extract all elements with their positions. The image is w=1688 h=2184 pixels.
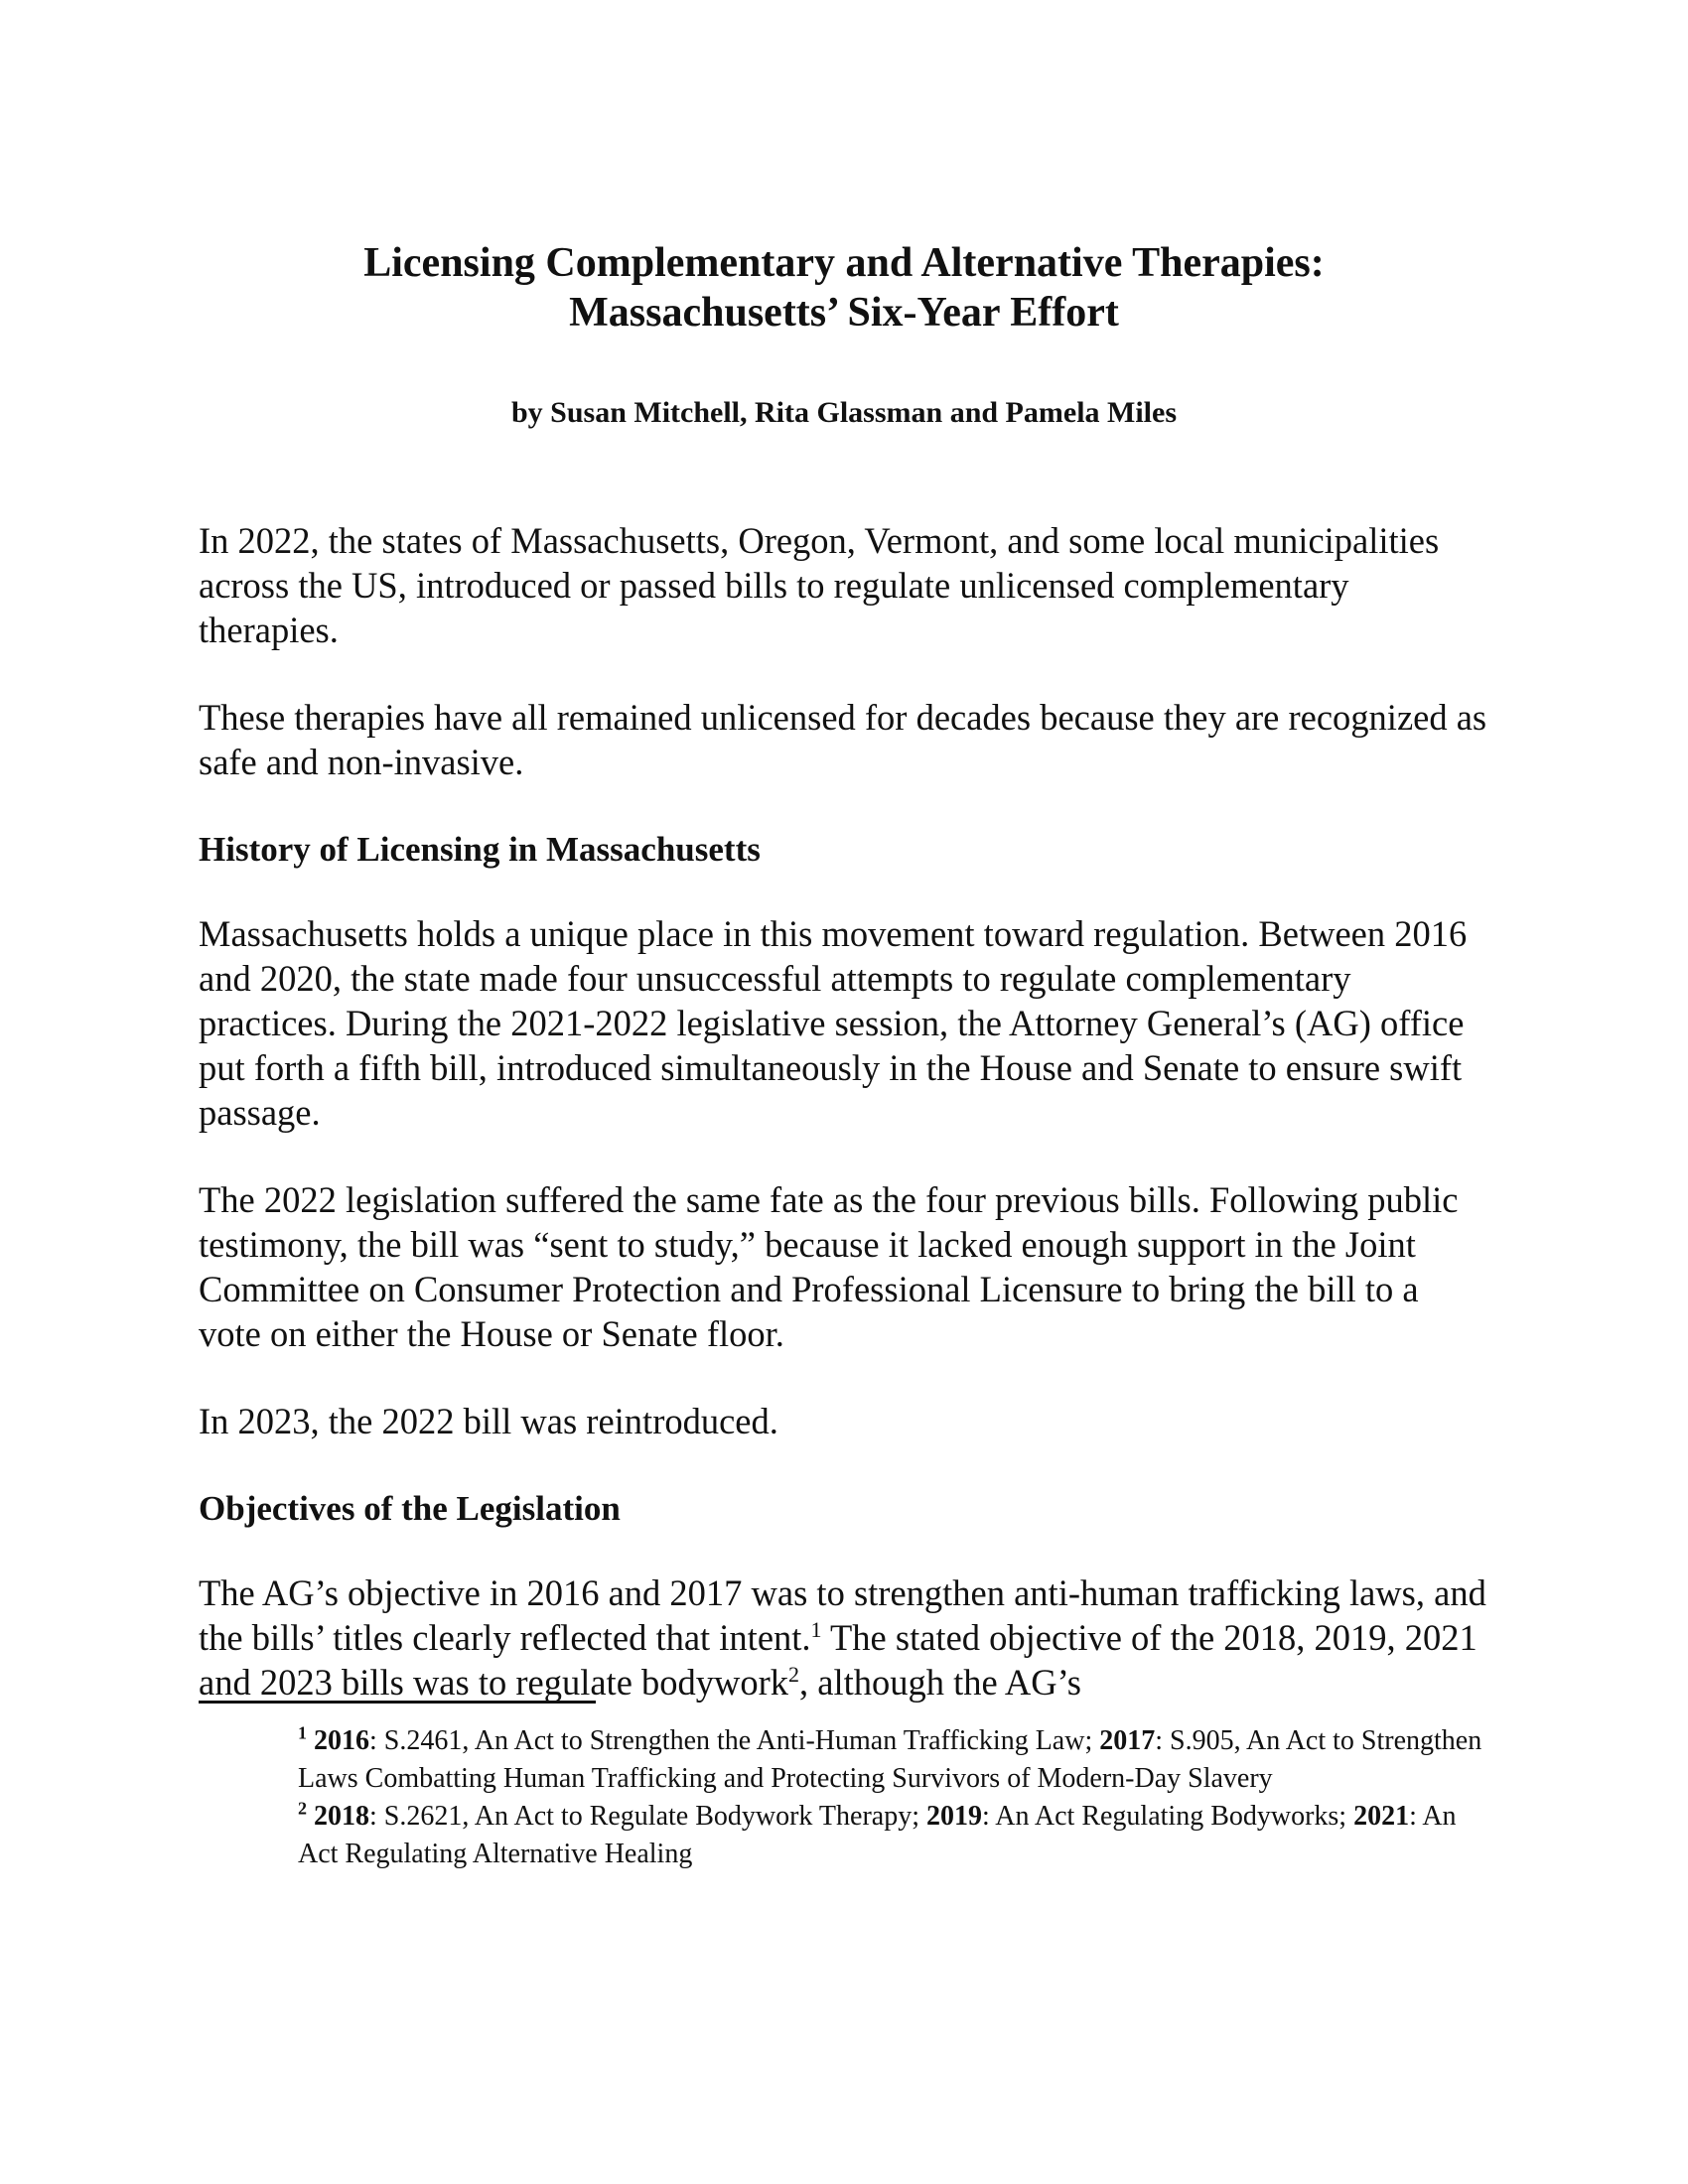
section-heading-objectives: Objectives of the Legislation xyxy=(199,1489,621,1528)
footnote-2-mark: 2 xyxy=(298,1798,307,1819)
footnote-divider xyxy=(199,1701,596,1704)
footnote-2 xyxy=(298,1798,1499,1873)
title-line-2: Massachusetts’ Six-Year Effort xyxy=(569,290,1119,336)
objectives-text-c: , although the AG’s xyxy=(799,1662,1081,1703)
footnote-1-text-2017: : S.905, An Act to Strengthen Laws Combatting Human Trafficking and Protecting Survivors of Modern-Day Slavery xyxy=(298,1725,1482,1794)
footnote-1-year-2016: 2016 xyxy=(314,1725,369,1756)
footnote-1-mark: 1 xyxy=(298,1722,307,1743)
paragraph-2022-legislation: The 2022 legislation suffered the same fate as the four previous bills. Following public testimony, the bill was “sent to study,” because it lacked enough support in the Joint Committee on Consumer Protection and Professional Licensure to bring the bill to a vote on either the House or Senate floor. xyxy=(199,1179,1459,1354)
footnote-ref-2: 2 xyxy=(788,1661,800,1687)
section-heading-history: History of Licensing in Massachusetts xyxy=(199,830,761,869)
footnote-2-year-2018: 2018 xyxy=(314,1801,369,1832)
title-line-1: Licensing Complementary and Alternative Therapies: xyxy=(363,240,1325,286)
footnote-2-text-2021: : An Act Regulating Alternative Healing xyxy=(298,1801,1457,1869)
paragraph-history: Massachusetts holds a unique place in this movement toward regulation. Between 2016 and 2020, the state made four unsuccessful attempts to regulate complementary practices. During the 2021-2022 legislative session, the Attorney General’s (AG) office put forth a fifth bill, introduced simultaneously in the House and Senate to ensure swift passage. xyxy=(199,913,1468,1133)
footnote-1-year-2017: 2017 xyxy=(1099,1725,1156,1756)
objectives-text-b: The stated objective of the 2018, 2019, 2021 and 2023 bills was to regulate bodywork xyxy=(199,1617,1477,1703)
footnote-2-year-2021: 2021 xyxy=(1353,1801,1410,1832)
footnote-2-year-2019: 2019 xyxy=(925,1801,982,1832)
footnote-2-text-2019: : An Act Regulating Bodyworks; xyxy=(981,1801,1354,1832)
objectives-text-a: The AG’s objective in 2016 and 2017 was to strengthen anti-human trafficking laws, and the bills’ titles clearly reflected that intent. xyxy=(199,1572,1486,1658)
document-title xyxy=(0,238,1688,338)
footnote-ref-1: 1 xyxy=(810,1616,822,1642)
paragraph-objectives xyxy=(199,1570,1489,1705)
paragraph-2023-reintroduced: In 2023, the 2022 bill was reintroduced. xyxy=(199,1401,778,1441)
footnotes xyxy=(298,1722,1499,1873)
article-body xyxy=(199,518,1489,1747)
footnote-2-text-2018: : S.2621, An Act to Regulate Bodywork Therapy; xyxy=(369,1801,926,1832)
footnote-1 xyxy=(298,1722,1499,1798)
footnote-1-text-2016: : S.2461, An Act to Strengthen the Anti-Human Trafficking Law; xyxy=(369,1725,1100,1756)
byline: by Susan Mitchell, Rita Glassman and Pamela Miles xyxy=(510,396,1178,429)
paragraph-unlicensed: These therapies have all remained unlicensed for decades because they are recognized as safe and non-invasive. xyxy=(199,697,1487,782)
paragraph-intro: In 2022, the states of Massachusetts, Oregon, Vermont, and some local municipalities across the US, introduced or passed bills to regulate unlicensed complementary therapies. xyxy=(199,520,1440,650)
